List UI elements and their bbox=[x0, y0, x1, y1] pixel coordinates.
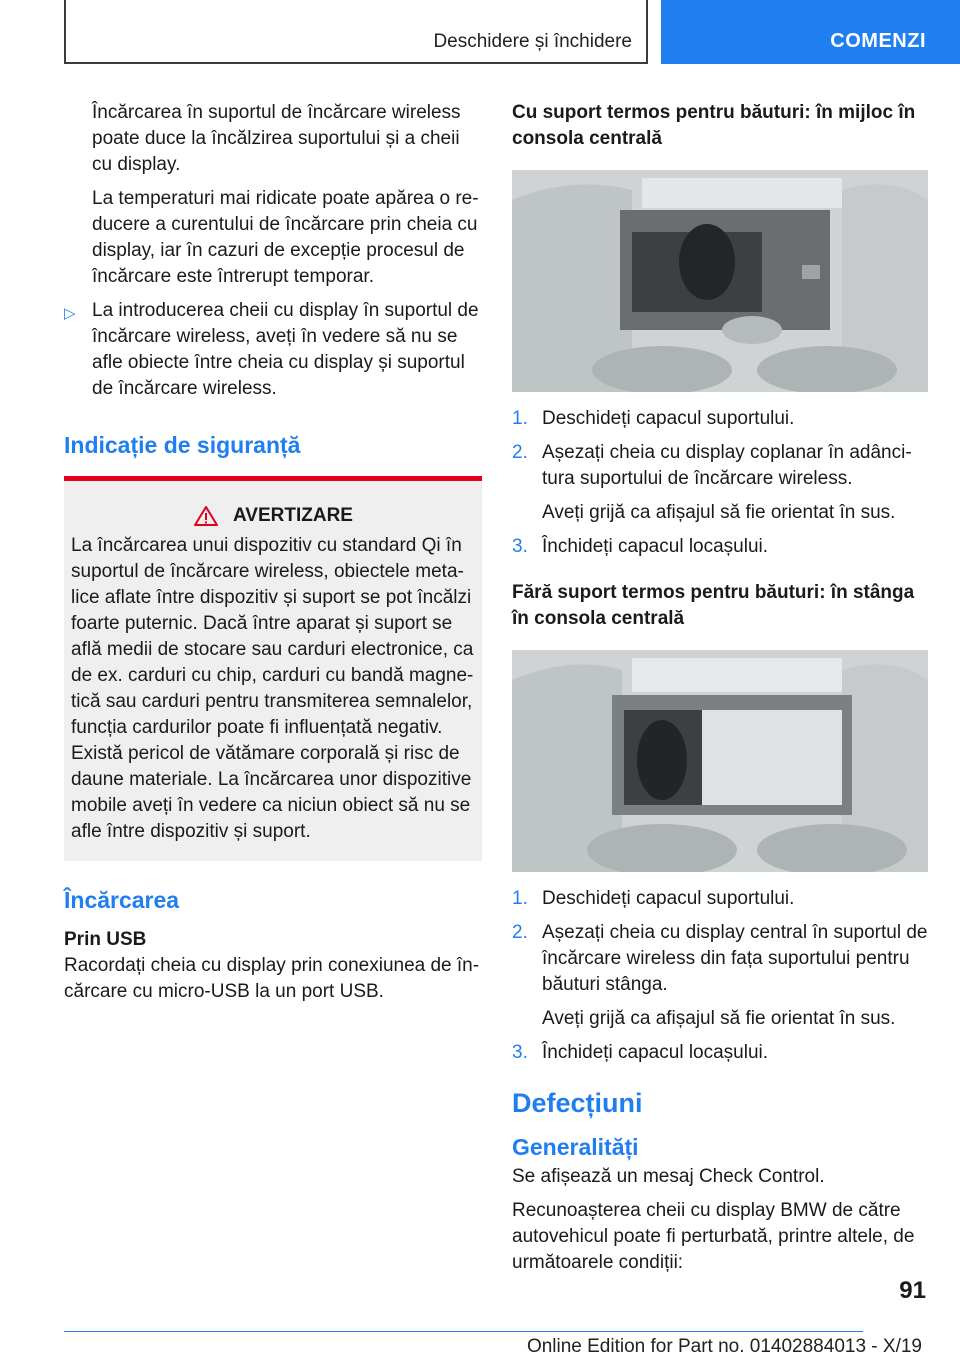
step-text: Închideți capacul locașului. bbox=[542, 1042, 769, 1063]
header-section-box bbox=[64, 0, 648, 64]
step-2-left bbox=[512, 920, 928, 998]
paragraph-temperature: La temperaturi mai ridicate poate apărea o re‐ducere a curentului de încărcare prin cheia cu display, iar în cazuri de excepție procesul de încărcare este întrerupt temporar. bbox=[92, 188, 479, 287]
subheading-left-console: Fără suport termos pentru băuturi: în stânga în consola centrală bbox=[512, 582, 915, 629]
left-column bbox=[64, 100, 482, 1005]
step-number: 2. bbox=[512, 922, 528, 943]
header-section-title: Deschidere și închidere bbox=[433, 31, 632, 52]
step-text: Așezați cheia cu display coplanar în adânci‐tura suportului de încărcare wireless. bbox=[542, 442, 912, 489]
step-note: Aveți grijă ca afișajul să fie orientat în sus. bbox=[542, 1008, 896, 1029]
footer-edition: Online Edition for Part no. 01402884013 - X/19 bbox=[526, 1336, 922, 1357]
step-3-center bbox=[512, 534, 928, 560]
step-1-center bbox=[512, 406, 928, 432]
photo-center-console-charger bbox=[512, 170, 928, 392]
step-1-left bbox=[512, 886, 928, 912]
usb-heading: Prin USB bbox=[64, 929, 147, 950]
usb-text: Racordați cheia cu display prin conexiunea de în‐cărcare cu micro-USB la un port USB. bbox=[64, 955, 480, 1002]
general-heading: Generalități bbox=[512, 1134, 639, 1160]
header-chapter-label: COMENZI bbox=[830, 30, 926, 52]
warning-text: La încărcarea unui dispozitiv cu standard Qi în suportul de încărcare wireless, obiectele meta‐lice aflate între dispozitiv și suport se pot încălzi foarte puternic. Dacă între aparat și suport se află medii de stocare sau carduri electronice, ca de ex. carduri cu chip, carduri cu bandă magne‐tică sau carduri pentru transmiterea semnalelor, funcția cardurilor poate fi influențată negativ. Există pericol de vătămare corporală și risc de daune materiale. La încărcarea unor dispozitive mobile aveți în vedere ca niciun obiect să nu se afle între dispozitiv și suport. bbox=[71, 535, 474, 842]
step-number: 1. bbox=[512, 888, 528, 909]
charging-heading: Încărcarea bbox=[64, 887, 180, 913]
step-3-left bbox=[512, 1040, 928, 1066]
warning-title-row bbox=[71, 503, 475, 529]
step-text: Deschideți capacul suportului. bbox=[542, 408, 795, 429]
step-text: Închideți capacul locașului. bbox=[542, 536, 769, 557]
warning-box bbox=[64, 476, 482, 861]
warning-triangle-icon bbox=[193, 505, 219, 527]
triangle-bullet-icon: ▷ bbox=[64, 305, 76, 322]
general-paragraph-1: Se afișează un mesaj Check Control. bbox=[512, 1166, 825, 1187]
step-number: 1. bbox=[512, 408, 528, 429]
warning-title: AVERTIZARE bbox=[233, 505, 353, 526]
right-column bbox=[512, 100, 928, 1276]
page-number: 91 bbox=[899, 1277, 926, 1304]
step-2-center bbox=[512, 440, 928, 492]
faults-heading: Defecțiuni bbox=[512, 1088, 643, 1118]
header-chapter-tab[interactable] bbox=[661, 0, 960, 64]
subheading-center-console: Cu suport termos pentru băuturi: în mijloc în consola centrală bbox=[512, 102, 916, 149]
step-number: 3. bbox=[512, 1042, 528, 1063]
bullet-item bbox=[64, 298, 482, 402]
step-text: Așezați cheia cu display central în suportul de încărcare wireless din fața suportului pentru băuturi stânga. bbox=[542, 922, 928, 995]
paragraph-heating: Încărcarea în suportul de încărcare wireless poate duce la încălzirea suportului și a cheii cu display. bbox=[92, 102, 461, 175]
step-number: 3. bbox=[512, 536, 528, 557]
step-text: Deschideți capacul suportului. bbox=[542, 888, 795, 909]
general-paragraph-2: Recunoașterea cheii cu display BMW de către autovehicul poate fi perturbată, printre altele, de următoarele condiții: bbox=[512, 1200, 915, 1273]
footer-divider bbox=[64, 1331, 863, 1332]
bullet-text: La introducerea cheii cu display în suportul de încărcare wireless, aveți în vedere să nu se afle obiecte între cheia cu display și suportul de încărcare wireless. bbox=[92, 300, 479, 399]
photo-left-console-charger bbox=[512, 650, 928, 872]
safety-heading: Indicație de siguranță bbox=[64, 432, 301, 458]
step-note: Aveți grijă ca afișajul să fie orientat în sus. bbox=[542, 502, 896, 523]
step-number: 2. bbox=[512, 442, 528, 463]
